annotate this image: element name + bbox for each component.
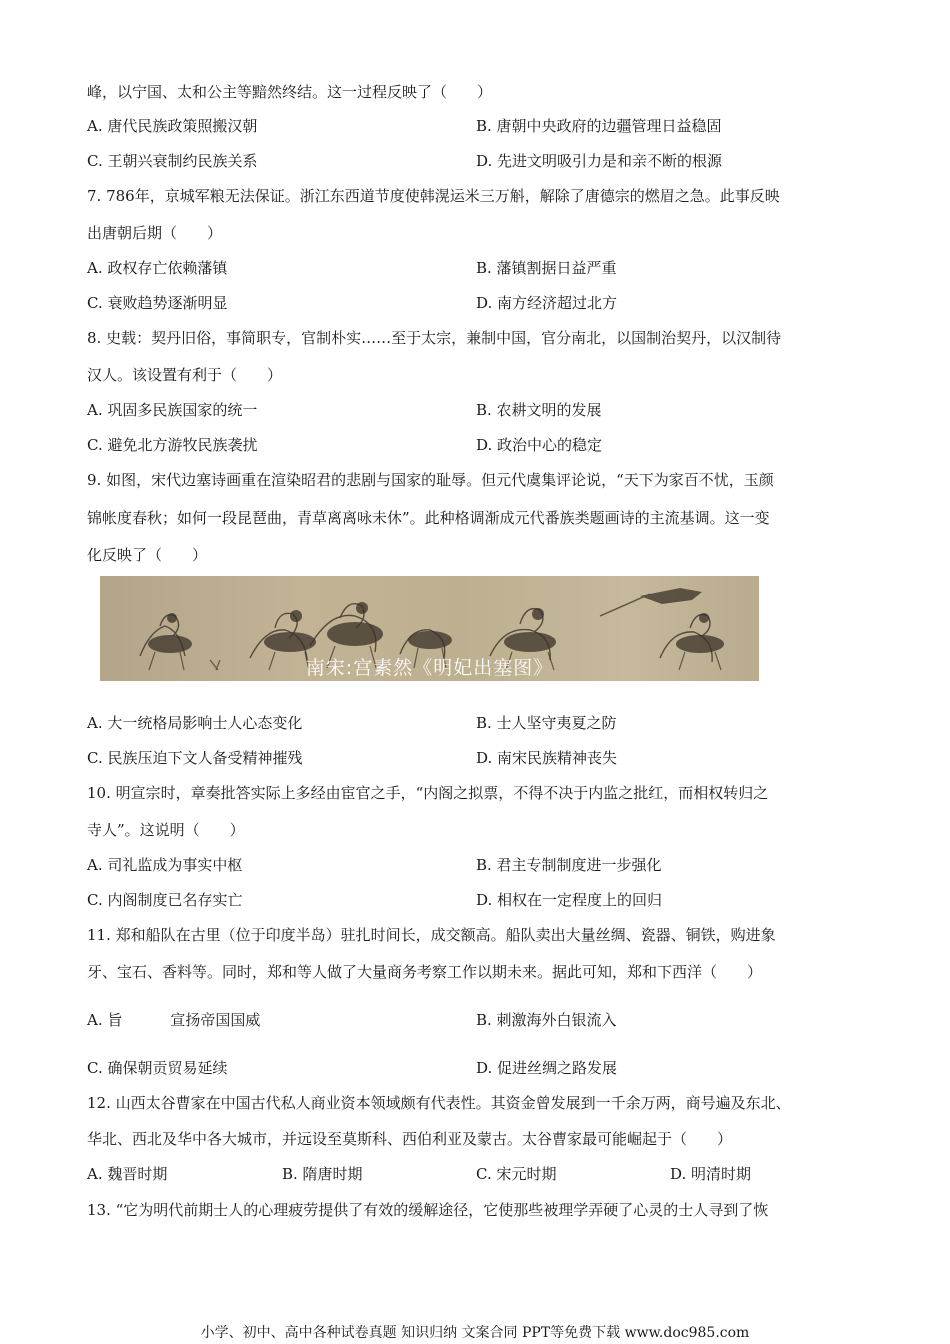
- q6-option-a: A. 唐代民族政策照搬汉朝: [87, 117, 258, 135]
- q11-option-a: [87, 1010, 260, 1030]
- q12-stem-line2: 华北、西北及华中各大城市，并远设至莫斯科、西伯利亚及蒙古。太谷曹家最可能崛起于（ ）: [87, 1130, 733, 1148]
- q11-option-a-prefix: A. 旨: [87, 1011, 123, 1029]
- q10-option-a: A. 司礼监成为事实中枢: [87, 856, 243, 874]
- q11-option-d: D. 促进丝绸之路发展: [476, 1059, 618, 1077]
- q8-option-a: A. 巩固多民族国家的统一: [87, 401, 258, 419]
- q11-option-a-text: 宣扬帝国国威: [170, 1011, 261, 1029]
- q10-option-b: B. 君主专制制度进一步强化: [476, 856, 662, 874]
- q7-option-b: B. 藩镇割据日益严重: [476, 259, 617, 277]
- q12-option-b: B. 隋唐时期: [282, 1165, 363, 1183]
- q9-stem-line1: 9. 如图，宋代边塞诗画重在渲染昭君的悲剧与国家的耻辱。但元代虞集评论说，“天下为家百不忧，玉颜: [87, 471, 774, 489]
- q9-stem-line3: 化反映了（ ）: [87, 546, 208, 564]
- q11-stem-line1: 11. 郑和船队在古里（位于印度半岛）驻扎时间长，成交额高。船队卖出大量丝绸、瓷器、铜铁，购进象: [87, 926, 776, 944]
- q11-stem-line2: 牙、宝石、香料等。同时，郑和等人做了大量商务考察工作以期未来。据此可知，郑和下西洋（ ）: [87, 963, 763, 981]
- q10-option-d: D. 相权在一定程度上的回归: [476, 891, 663, 909]
- q9-option-b: B. 士人坚守夷夏之防: [476, 714, 617, 732]
- figure-caption: 南宋:宫素然《明妃出塞图》: [305, 657, 554, 679]
- q10-option-c: C. 内阁制度已名存实亡: [87, 891, 243, 909]
- q12-option-c: C. 宋元时期: [476, 1165, 557, 1183]
- q7-option-c: C. 衰败趋势逐渐明显: [87, 294, 228, 312]
- q7-option-a: A. 政权存亡依赖藩镇: [87, 259, 228, 277]
- q8-option-b: B. 农耕文明的发展: [476, 401, 602, 419]
- q9-option-c: C. 民族压迫下文人备受精神摧残: [87, 749, 303, 767]
- q12-option-a: A. 魏晋时期: [87, 1165, 168, 1183]
- q7-option-d: D. 南方经济超过北方: [476, 294, 618, 312]
- q6-option-b: B. 唐朝中央政府的边疆管理日益稳固: [476, 117, 722, 135]
- q11-option-b: B. 刺激海外白银流入: [476, 1011, 617, 1029]
- q13-stem-line1: 13. “它为明代前期士人的心理疲劳提供了有效的缓解途径，它使那些被理学弄硬了心灵的士人寻到了恢: [87, 1201, 769, 1219]
- q9-option-d: D. 南宋民族精神丧失: [476, 749, 618, 767]
- q6-stem: 峰，以宁国、太和公主等黯然终结。这一过程反映了（ ）: [87, 83, 493, 101]
- q8-option-d: D. 政治中心的稳定: [476, 436, 603, 454]
- q8-option-c: C. 避免北方游牧民族袭扰: [87, 436, 258, 454]
- q10-stem-line1: 10. 明宣宗时，章奏批答实际上多经由宦官之手，“内阁之拟票，不得不决于内监之批红，而相权转归之: [87, 784, 769, 802]
- q10-stem-line2: 寺人”。这说明（ ）: [87, 821, 245, 839]
- page-footer: 小学、初中、高中各种试卷真题 知识归纳 文案合同 PPT等免费下载 www.doc985.com: [200, 1325, 750, 1341]
- q7-stem-line2: 出唐朝后期（ ）: [87, 224, 223, 242]
- q8-stem-line1: 8. 史载：契丹旧俗，事简职专，官制朴实……至于太宗，兼制中国，官分南北，以国制治契丹，以汉制待: [87, 329, 782, 347]
- q9-option-a: A. 大一统格局影响士人心态变化: [87, 714, 303, 732]
- painting-figure: [100, 576, 759, 681]
- q6-option-d: D. 先进文明吸引力是和亲不断的根源: [476, 152, 723, 170]
- q6-option-c: C. 王朝兴衰制约民族关系: [87, 152, 258, 170]
- q12-stem-line1: 12. 山西太谷曹家在中国古代私人商业资本领域颇有代表性。其资金曾发展到一千余万两，商号遍及东北、: [87, 1094, 791, 1112]
- q11-option-c: C. 确保朝贡贸易延续: [87, 1059, 228, 1077]
- q7-stem-line1: 7. 786年，京城军粮无法保证。浙江东西道节度使韩滉运米三万斛，解除了唐德宗的燃眉之急。此事反映: [87, 187, 780, 205]
- q9-stem-line2: 锦帐度春秋；如何一段昆琶曲，青草离离咏未休”。此种格调渐成元代番族类题画诗的主流基调。这一变: [87, 509, 770, 527]
- q8-stem-line2: 汉人。该设置有利于（ ）: [87, 366, 283, 384]
- q12-option-d: D. 明清时期: [670, 1165, 752, 1183]
